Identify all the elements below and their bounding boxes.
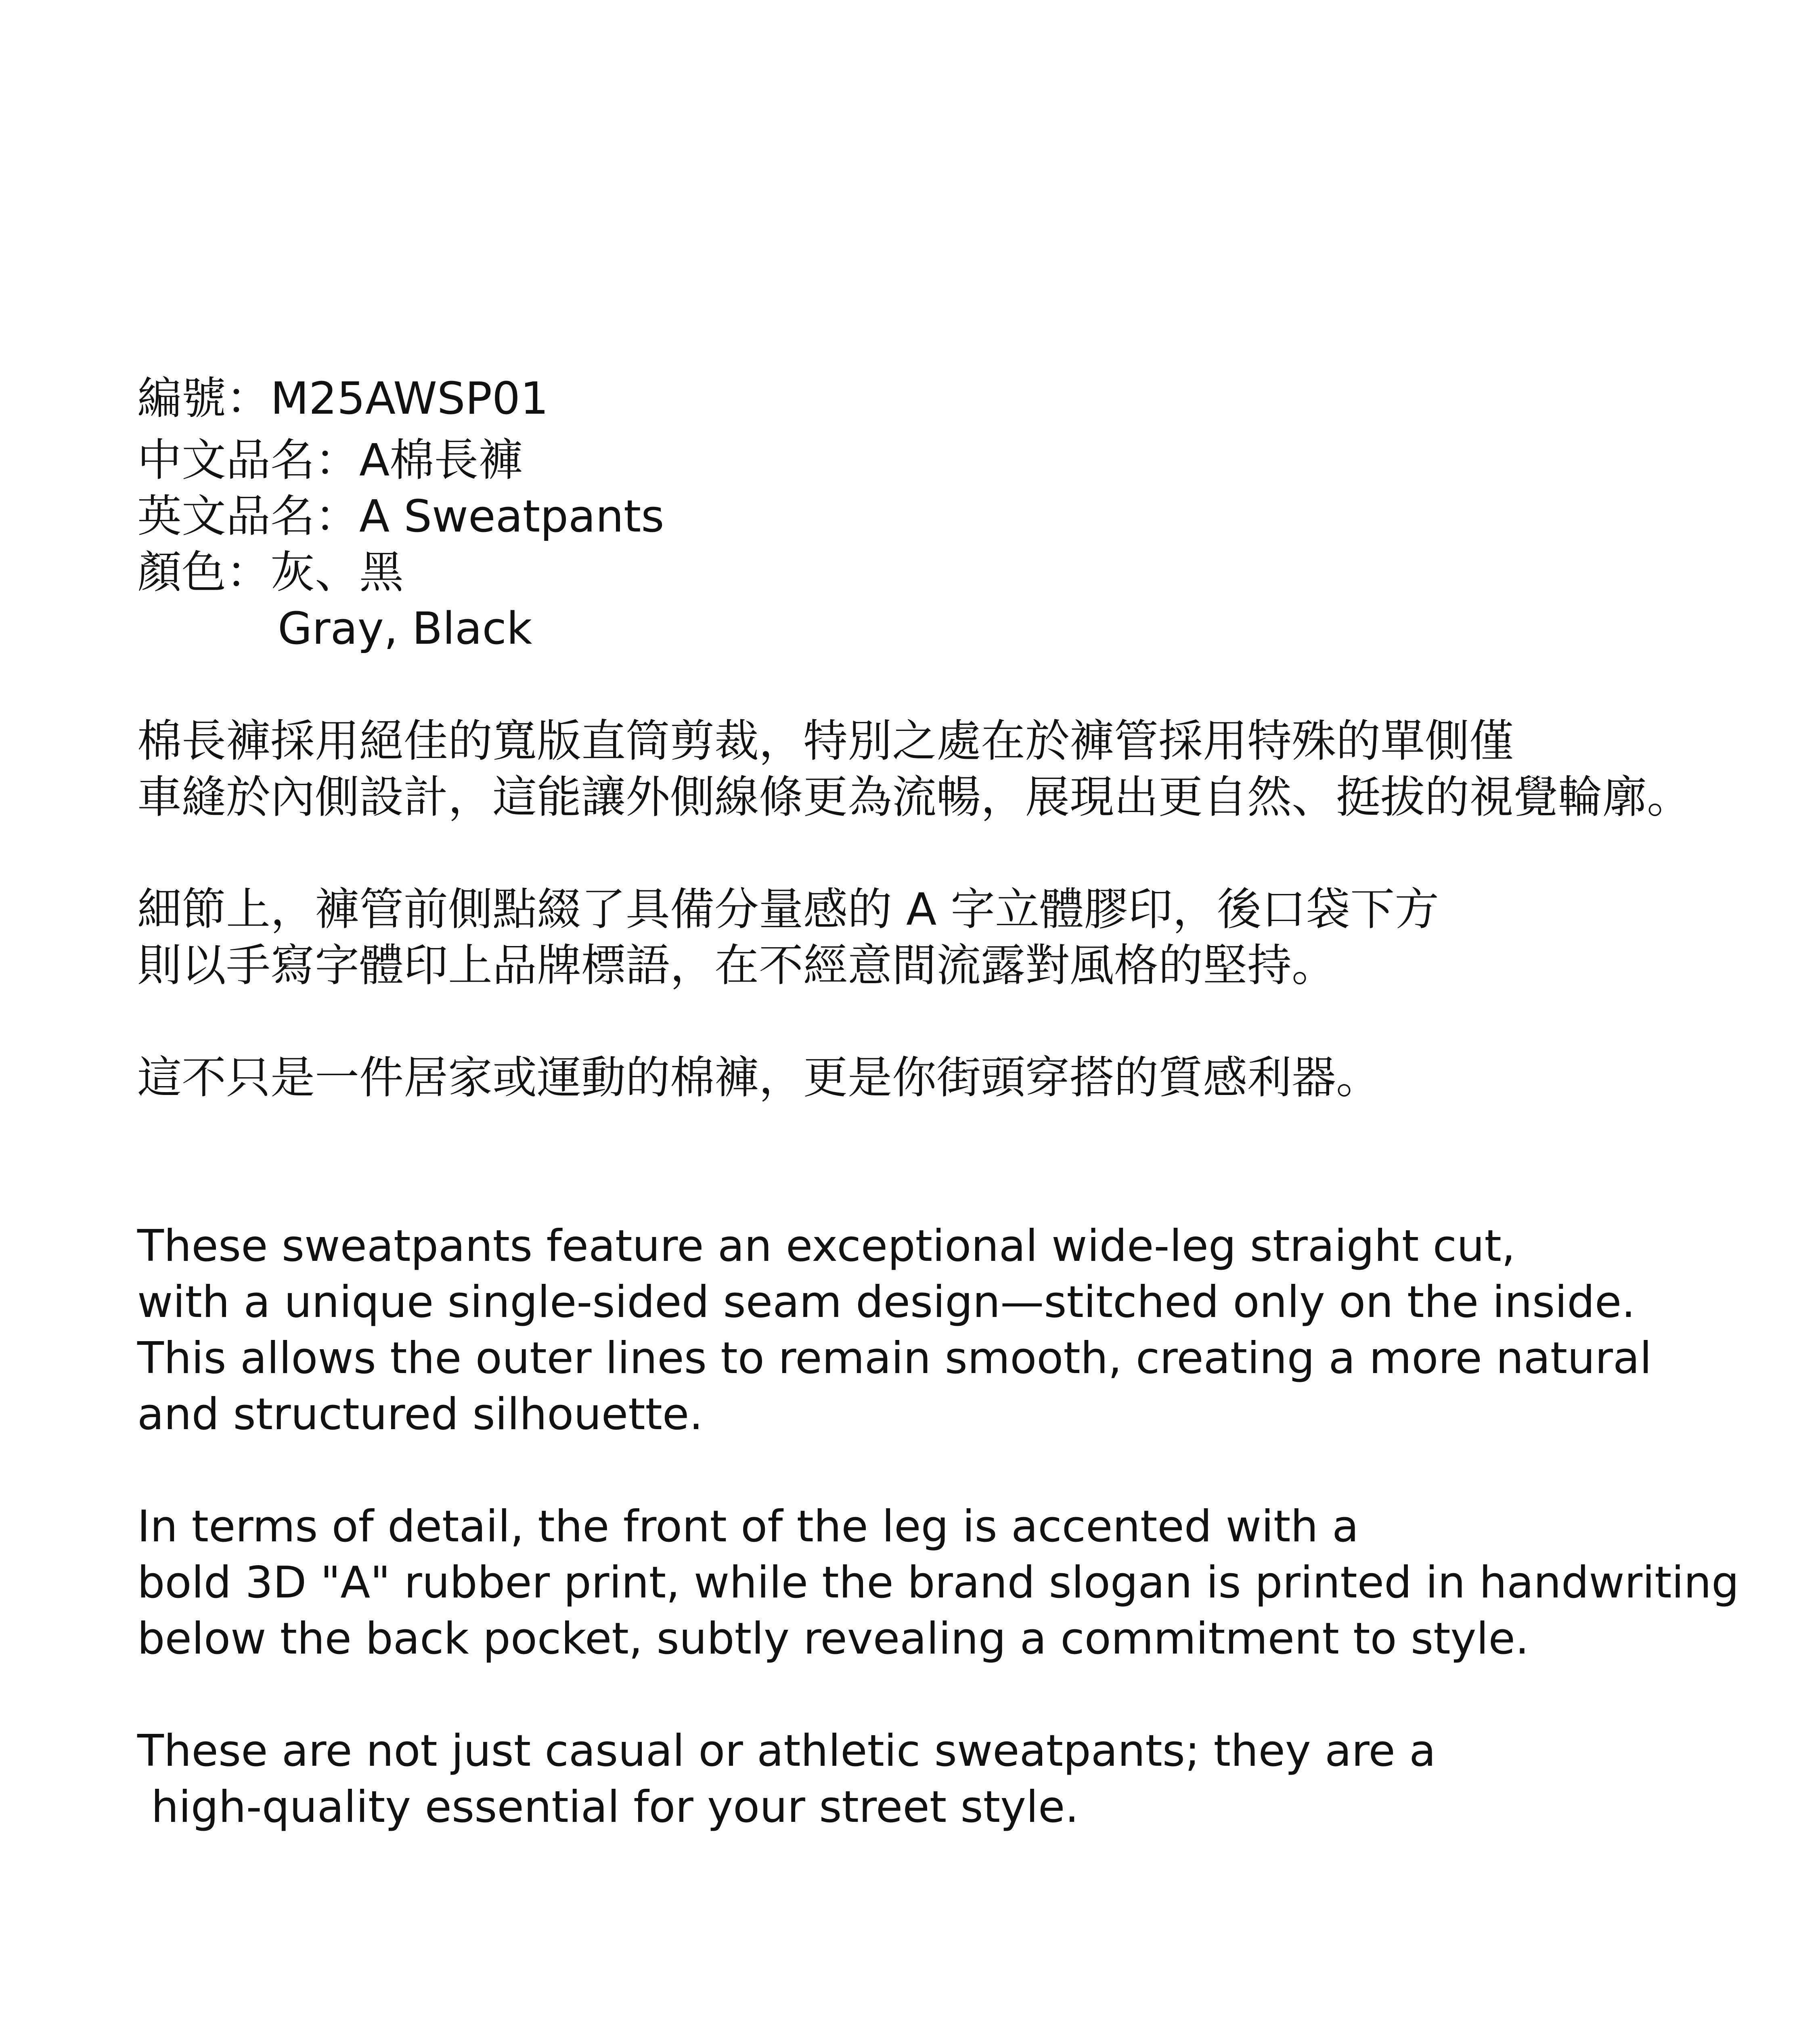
product-code: 編號：M25AWSP01: [137, 373, 549, 424]
chinese-description: [137, 713, 1792, 1106]
en-line: These sweatpants feature an exceptional wide-leg straight cut,: [137, 1221, 1516, 1271]
en-line: This allows the outer lines to remain smooth, creating a more natural: [137, 1333, 1652, 1384]
zh-line: 則以手寫字體印上品牌標語，在不經意間流露對風格的堅持。: [137, 940, 1336, 991]
product-meta: [137, 371, 1792, 657]
product-color-zh: 顏色：灰、黑: [137, 546, 404, 598]
en-line: with a unique single-sided seam design—stitched only on the inside.: [137, 1277, 1636, 1327]
en-line: These are not just casual or athletic sweatpants; they are a: [137, 1726, 1436, 1776]
product-name-en: 英文品名：A Sweatpants: [137, 490, 664, 542]
zh-line: 棉長褲採用絕佳的寬版直筒剪裁，特別之處在於褲管採用特殊的單側僅: [137, 715, 1514, 767]
zh-paragraph: [137, 713, 1792, 825]
product-name-zh: 中文品名：A棉長褲: [137, 434, 523, 486]
en-paragraph: [137, 1218, 1792, 1442]
en-line: bold 3D "A" rubber print, while the brand slogan is printed in handwriting: [137, 1557, 1739, 1608]
english-description: [137, 1218, 1792, 1835]
product-description: [137, 371, 1792, 1835]
en-paragraph: [137, 1499, 1792, 1667]
product-color-en: Gray, Black: [278, 603, 532, 654]
en-line: and structured silhouette.: [137, 1389, 703, 1440]
zh-line: 這不只是一件居家或運動的棉褲，更是你街頭穿搭的質感利器。: [137, 1052, 1380, 1103]
zh-paragraph: [137, 881, 1792, 994]
zh-line: 車縫於內側設計，這能讓外側線條更為流暢，展現出更自然、挺拔的視覺輪廓。: [137, 771, 1691, 823]
en-line: In terms of detail, the front of the leg is accented with a: [137, 1501, 1359, 1552]
en-line: below the back pocket, subtly revealing a commitment to style.: [137, 1614, 1529, 1664]
en-paragraph: [137, 1723, 1792, 1835]
zh-paragraph: [137, 1050, 1792, 1106]
en-line: high-quality essential for your street style.: [137, 1782, 1079, 1832]
zh-line: 細節上，褲管前側點綴了具備分量感的 A 字立體膠印，後口袋下方: [137, 883, 1439, 935]
